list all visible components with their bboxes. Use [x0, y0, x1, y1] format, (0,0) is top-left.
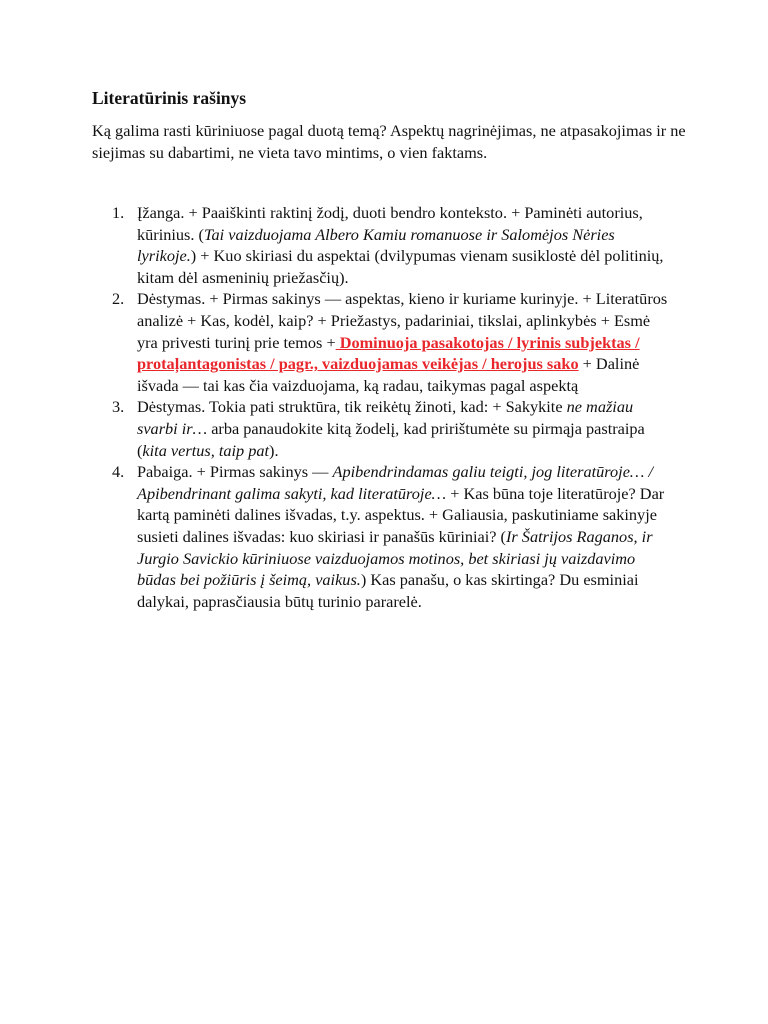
- step-example-italic: kita vertus, taip pat: [142, 440, 270, 460]
- step-example-italic: Apibendrindamas galiu teigti, jog literatūroje… / Apibendrinant galima sakyti, kad literatūroje…: [137, 462, 653, 503]
- step-text: + Dalinė išvada — tai kas čia vaizduojama, ką radau, taikymas pagal aspektą: [137, 354, 640, 395]
- step-text: Dėstymas. + Pirmas sakinys — aspektas, kieno ir kuriame kurinyje. + Literatūros analizė + Kas, kodėl, kaip? + Priežastys, padariniai, tikslai, aplinkybės + Esmė yra privesti turinį prie temos +: [137, 289, 668, 352]
- step-text: ).: [269, 440, 279, 460]
- step-text: Įžanga. + Paaiškinti raktinį žodį, duoti bendro konteksto. + Paminėti autorius, kūrinius. (: [137, 203, 643, 244]
- step-conclusion: [92, 461, 672, 612]
- step-example-italic: Ir Šatrijos Raganos, ir Jurgio Savickio kūriniuose vaizduojamos motinos, bet skiriasi jų vaizdavimo būdas bei požiūris į šeimą, vaikus.: [137, 526, 653, 590]
- intro-paragraph: Ką galima rasti kūriniuose pagal duotą temą? Aspektų nagrinėjimas, ne atpasakojimas ir ne siejimas su dabartimi, ne vieta tavo mintims, o vien faktams.: [92, 121, 686, 162]
- step-number: 1.: [112, 203, 125, 222]
- step-introduction: [92, 202, 672, 288]
- step-text: arba panaudokite kitą žodelį, kad pririštumėte su pirmąja pastraipa (: [137, 418, 645, 460]
- step-number: 2.: [112, 289, 125, 309]
- step-text: Dėstymas. Tokia pati struktūra, tik reikėtų žinoti, kad: + Sakykite: [137, 397, 567, 417]
- step-text: + Kas būna toje literatūroje? Dar kartą paminėti dalines išvadas, t.y. aspektus. + Galiausia, paskutiniame sakinyje susieti dalines išvadas: kuo skiriasi ir panašūs kūriniai? (: [137, 483, 665, 546]
- step-example-italic: Tai vaizduojama Albero Kamiu romanuose ir Salomėjos Nėries lyrikoje.: [137, 224, 615, 266]
- step-highlight-red: Dominuoja pasakotojas / lyrinis subjektas / protaļantagonistas / pagr., vaizduojamas veikėjas / herojus sako: [137, 332, 640, 374]
- step-number: 3.: [112, 397, 125, 417]
- document-title: Literatūrinis rašinys: [92, 88, 247, 108]
- step-text: ) Kas panašu, o kas skirtinga? Du esminiai dalykai, paprasčiausia būtų turinio pararelė.: [137, 570, 639, 611]
- step-text: Pabaiga. + Pirmas sakinys —: [137, 462, 333, 482]
- step-body-first: [92, 288, 672, 396]
- step-example-italic: ne mažiau svarbi ir…: [137, 397, 634, 438]
- steps-list: [92, 202, 672, 612]
- step-number: 4.: [112, 462, 125, 482]
- step-text: ) + Kuo skiriasi du aspektai (dvilypumas vienam susiklostė dėl politinių, kitam dėl asmeninių priežasčių).: [137, 246, 664, 287]
- step-body-second: [92, 396, 672, 461]
